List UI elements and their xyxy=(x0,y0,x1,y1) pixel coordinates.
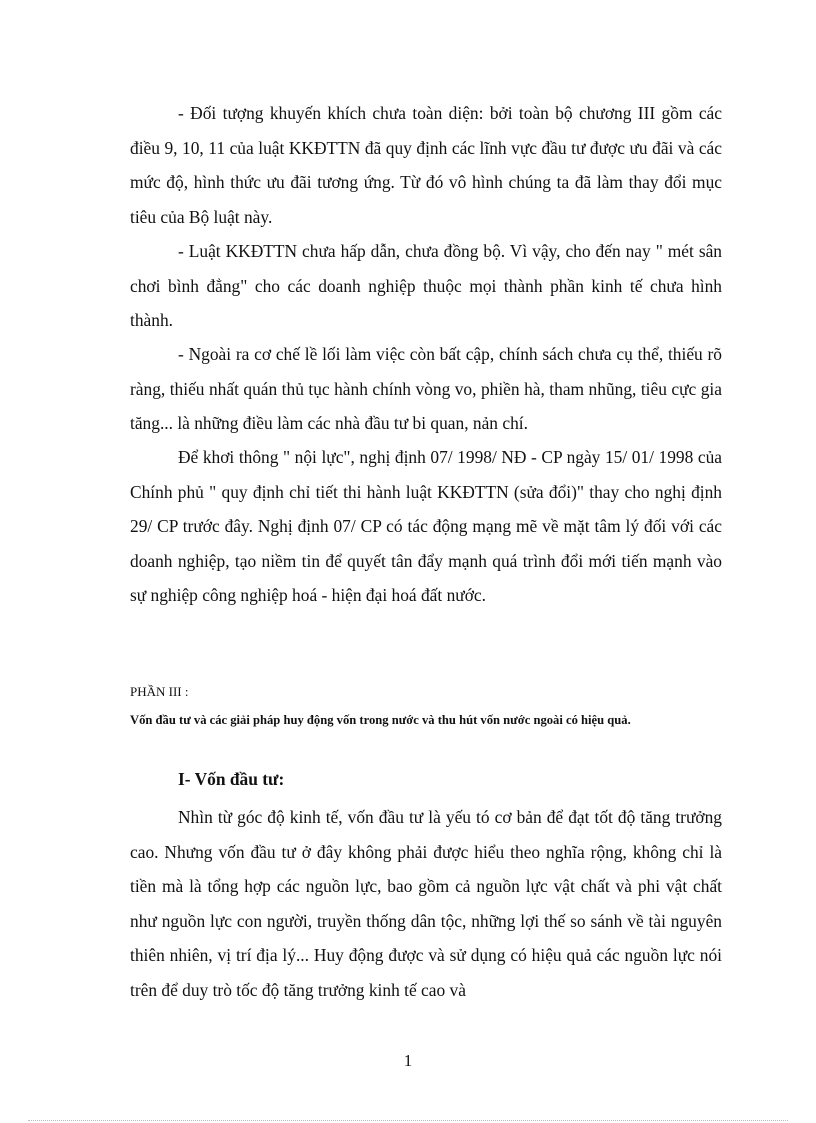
subheading-investment-capital: I- Vốn đầu tư: xyxy=(178,769,285,789)
paragraph-law-unattractive: - Luật KKĐTTN chưa hấp dẫn, chưa đồng bộ. Vì vậy, cho đến nay " mét sân chơi bình đẳng" cho các doanh nghiệp thuộc mọi thành phần kinh tế chưa hình thành. xyxy=(130,241,722,331)
paragraph-decree-07: Để khơi thông " nội lực", nghị định 07/ 1998/ NĐ - CP ngày 15/ 01/ 1998 của Chính phủ " quy định chỉ tiết thi hành luật KKĐTTN (sửa đổi)" thay cho nghị định 29/ CP trước đây. Nghị định 07/ CP có tác động mạng mẽ về mặt tâm lý đối với các doanh nghiệp, tạo niềm tin để quyết tân đẩy mạnh quá trình đổi mới tiến mạnh vào sự nghiệp công nghiệp hoá - hiện đại hoá đất nước. xyxy=(130,447,722,606)
paragraph-economic-view: Nhìn từ góc độ kinh tế, vốn đầu tư là yếu tó cơ bản để đạt tốt độ tăng trưởng cao. Nhưng vốn đầu tư ở đây không phải được hiểu theo nghĩa rộng, không chỉ là tiền mà là tổng hợp các nguồn lực, bao gồm cả nguồn lực vật chất và phi vật chất như nguồn lực con người, truyền thống dân tộc, những lợi thế so sánh về tài nguyên thiên nhiên, vị trí địa lý... Huy động được và sử dụng có hiệu quả các nguồn lực nói trên để duy trò tốc độ tăng trưởng kinh tế cao và xyxy=(130,807,722,1000)
paragraph-mechanism-issues: - Ngoài ra cơ chế lề lối làm việc còn bất cập, chính sách chưa cụ thể, thiếu rõ ràng, thiếu nhất quán thủ tục hành chính vòng vo, phiền hà, tham nhũng, tiêu cực gia tăng... là những điều làm các nhà đầu tư bi quan, nản chí. xyxy=(130,344,722,434)
part-heading: PHẦN III : xyxy=(130,684,189,699)
page-number: 1 xyxy=(403,1051,413,1070)
section-title: Vốn đầu tư và các giải pháp huy động vốn trong nước và thu hút vốn nước ngoài có hiệu quả. xyxy=(130,713,631,727)
page-bottom-divider xyxy=(28,1120,788,1121)
paragraph-incentive-scope: - Đối tượng khuyến khích chưa toàn diện: bởi toàn bộ chương III gồm các điều 9, 10, 11 của luật KKĐTTN đã quy định các lĩnh vực đầu tư được ưu đãi và các mức độ, hình thức ưu đãi tương ứng. Từ đó vô hình chúng ta đã làm thay đổi mục tiêu của Bộ luật này. xyxy=(130,103,722,227)
